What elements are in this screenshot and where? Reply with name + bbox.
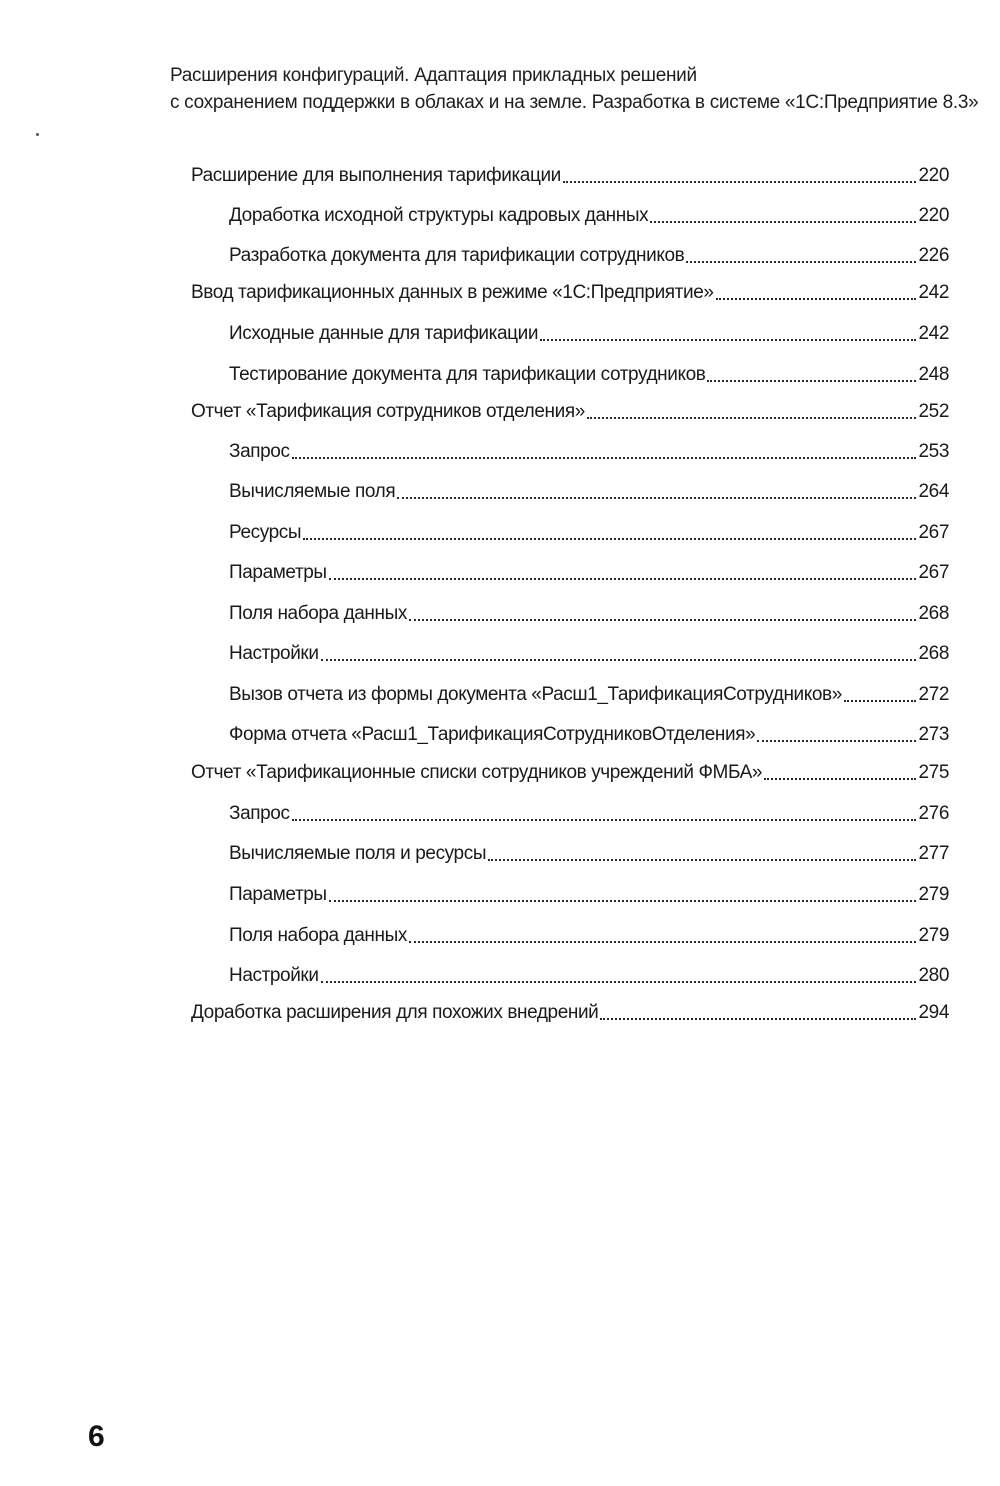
- toc-entry[interactable]: [191, 755, 949, 785]
- toc-entry-page: 275: [918, 762, 949, 783]
- toc-entry[interactable]: [229, 958, 949, 988]
- toc-entry-title: Доработка исходной структуры кадровых данных: [229, 205, 649, 226]
- toc-entry-page: 279: [918, 884, 949, 905]
- dot-leader: [650, 221, 916, 223]
- toc-entry-title: Параметры: [229, 562, 327, 583]
- toc-entry[interactable]: [229, 555, 949, 585]
- toc-entry-page: 277: [918, 843, 949, 864]
- toc-entry[interactable]: [229, 316, 949, 346]
- dot-leader: [321, 981, 917, 983]
- toc-entry-page: 273: [918, 724, 949, 745]
- toc-entry-page: 264: [918, 481, 949, 502]
- toc-entry[interactable]: [191, 275, 949, 305]
- toc-entry-page: 252: [918, 401, 949, 422]
- toc-entry[interactable]: [229, 515, 949, 545]
- running-header: [170, 62, 979, 116]
- dot-leader: [409, 619, 917, 621]
- toc-entry[interactable]: [191, 995, 949, 1025]
- toc-entry-title: Разработка документа для тарификации сотрудников: [229, 245, 685, 266]
- toc-entry-title: Форма отчета «Расш1_ТарификацияСотрудниковОтделения»: [229, 724, 756, 745]
- toc-entry-page: 280: [918, 965, 949, 986]
- toc-entry-page: 248: [918, 364, 949, 385]
- toc-entry-title: Ресурсы: [229, 522, 302, 543]
- dot-leader: [757, 740, 916, 742]
- toc-entry-title: Вычисляемые поля: [229, 481, 396, 502]
- toc-entry-page: 268: [918, 603, 949, 624]
- toc-entry-page: 226: [918, 245, 949, 266]
- dot-leader: [397, 497, 916, 499]
- dot-leader: [600, 1018, 916, 1020]
- toc-entry-page: 294: [918, 1002, 949, 1023]
- toc-entry-page: 220: [918, 165, 949, 186]
- toc-entry[interactable]: [229, 677, 949, 707]
- dot-leader: [321, 659, 917, 661]
- toc-entry-page: 268: [918, 643, 949, 664]
- toc-entry-title: Запрос: [229, 441, 290, 462]
- dot-leader: [716, 298, 917, 300]
- toc-entry-title: Поля набора данных: [229, 925, 407, 946]
- toc-entry-title: Параметры: [229, 884, 327, 905]
- toc-entry[interactable]: [229, 636, 949, 666]
- toc-entry[interactable]: [229, 877, 949, 907]
- toc-entry-title: Настройки: [229, 643, 319, 664]
- toc-entry[interactable]: [229, 238, 949, 268]
- toc-entry-page: 267: [918, 562, 949, 583]
- dot-leader: [764, 778, 916, 780]
- toc-entry-title: Вызов отчета из формы документа «Расш1_ТарификацияСотрудников»: [229, 684, 842, 705]
- dot-leader: [409, 941, 917, 943]
- toc-entry-page: 253: [918, 441, 949, 462]
- dot-leader: [303, 538, 916, 540]
- dot-leader: [540, 339, 916, 341]
- toc-entry-title: Отчет «Тарификация сотрудников отделения»: [191, 401, 585, 422]
- toc-entry[interactable]: [229, 474, 949, 504]
- toc-entry[interactable]: [229, 796, 949, 826]
- dot-leader: [488, 859, 916, 861]
- toc-entry-page: 220: [918, 205, 949, 226]
- toc-entry-page: 279: [918, 925, 949, 946]
- toc-entry[interactable]: [229, 596, 949, 626]
- toc-entry[interactable]: [229, 717, 949, 747]
- header-line-1: Расширения конфигураций. Адаптация прикладных решений: [170, 65, 697, 86]
- toc-entry-title: Тестирование документа для тарификации сотрудников: [229, 364, 706, 385]
- dot-leader: [329, 578, 917, 580]
- toc-entry-title: Запрос: [229, 803, 290, 824]
- toc-entry-title: Настройки: [229, 965, 319, 986]
- toc-entry-page: 272: [918, 684, 949, 705]
- dot-leader: [563, 181, 917, 183]
- toc-entry[interactable]: [229, 357, 949, 387]
- toc-entry-page: 267: [918, 522, 949, 543]
- toc-entry[interactable]: [191, 158, 949, 188]
- toc-entry-title: Доработка расширения для похожих внедрений: [191, 1002, 599, 1023]
- toc-entry[interactable]: [229, 836, 949, 866]
- toc-entry-title: Ввод тарификационных данных в режиме «1С:Предприятие»: [191, 282, 714, 303]
- toc-entry[interactable]: [229, 918, 949, 948]
- dot-leader: [292, 457, 917, 459]
- toc-entry-page: 242: [918, 282, 949, 303]
- toc-entry-title: Исходные данные для тарификации: [229, 323, 539, 344]
- page-number: 6: [88, 1420, 105, 1453]
- dot-leader: [292, 819, 917, 821]
- dot-leader: [844, 700, 917, 702]
- toc-entry[interactable]: [229, 198, 949, 228]
- dot-leader: [329, 900, 917, 902]
- scan-speck: [36, 133, 39, 136]
- dot-leader: [587, 417, 917, 419]
- toc-entry-title: Поля набора данных: [229, 603, 407, 624]
- toc-entry-page: 276: [918, 803, 949, 824]
- toc-entry[interactable]: [191, 394, 949, 424]
- toc-entry-title: Вычисляемые поля и ресурсы: [229, 843, 487, 864]
- toc-entry-title: Расширение для выполнения тарификации: [191, 165, 561, 186]
- toc-entry-title: Отчет «Тарификационные списки сотрудников учреждений ФМБА»: [191, 762, 763, 783]
- dot-leader: [686, 261, 916, 263]
- dot-leader: [707, 380, 916, 382]
- toc-entry[interactable]: [229, 434, 949, 464]
- toc-entry-page: 242: [918, 323, 949, 344]
- header-line-2: с сохранением поддержки в облаках и на земле. Разработка в системе «1С:Предприятие 8.3»: [170, 92, 979, 113]
